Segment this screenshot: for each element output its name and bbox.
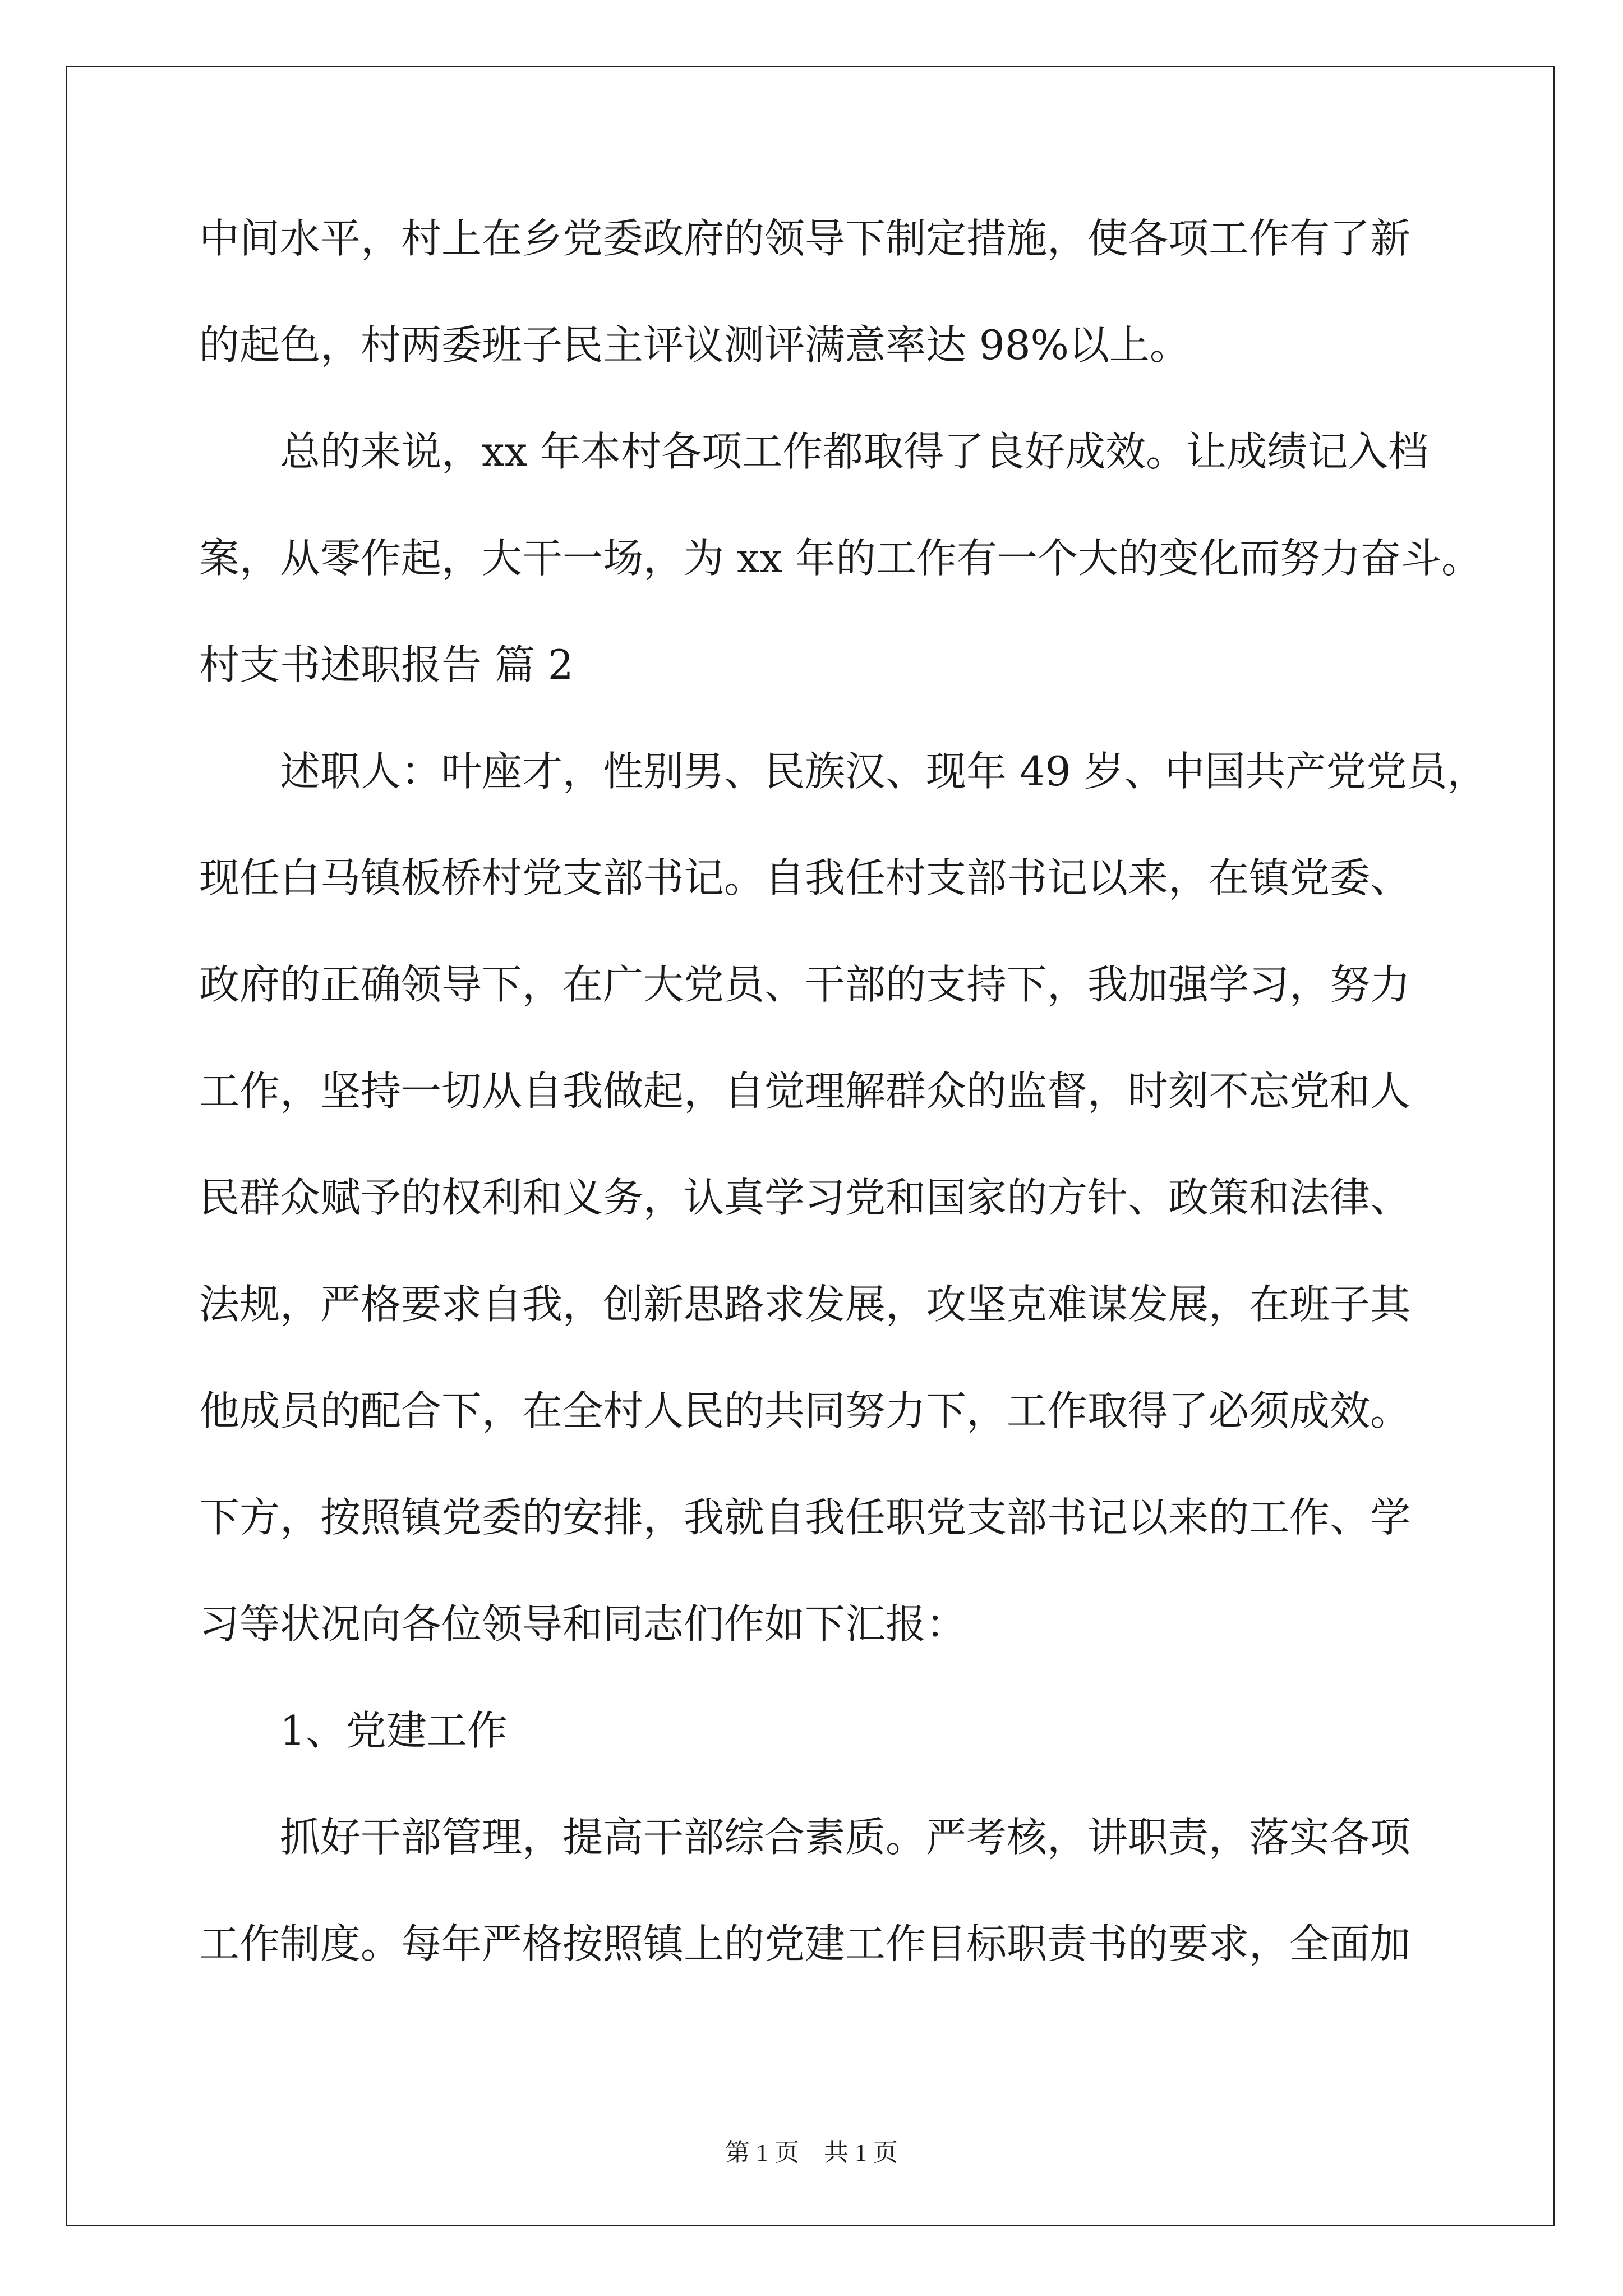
- paragraph-line: 的起色，村两委班子民主评议测评满意率达 98%以上。: [199, 321, 1190, 369]
- paragraph-line: 法规，严格要求自我，创新思路求发展，攻坚克难谋发展，在班子其: [199, 1281, 1411, 1328]
- paragraph-line: 抓好干部管理，提高干部综合素质。严考核，讲职责，落实各项: [280, 1814, 1411, 1861]
- paragraph-line: 述职人：叶座才，性别男、民族汉、现年 49 岁、中国共产党党员，: [280, 748, 1488, 795]
- page-border: [66, 66, 1555, 2226]
- paragraph-line: 习等状况向各位领导和同志们作如下汇报：: [199, 1600, 967, 1648]
- paragraph-line: 工作，坚持一切从自我做起，自觉理解群众的监督，时刻不忘党和人: [199, 1068, 1411, 1115]
- paragraph-line: 工作制度。每年严格按照镇上的党建工作目标职责书的要求，全面加: [199, 1920, 1411, 1967]
- paragraph-line: 现任白马镇板桥村党支部书记。自我任村支部书记以来，在镇党委、: [199, 854, 1411, 901]
- page-number: 第 1 页 共 1 页: [725, 2139, 898, 2166]
- paragraph-line: 下方，按照镇党委的安排，我就自我任职党支部书记以来的工作、学: [199, 1494, 1411, 1541]
- paragraph-line: 民群众赋予的权利和义务，认真学习党和国家的方针、政策和法律、: [199, 1174, 1411, 1221]
- subsection-heading: 1、党建工作: [280, 1707, 508, 1754]
- paragraph-line: 中间水平，村上在乡党委政府的领导下制定措施，使各项工作有了新: [199, 215, 1411, 262]
- paragraph-line: 总的来说，xx 年本村各项工作都取得了良好成效。让成绩记入档: [280, 428, 1429, 475]
- section-heading: 村支书述职报告 篇 2: [199, 641, 574, 688]
- paragraph-line: 政府的正确领导下，在广大党员、干部的支持下，我加强学习，努力: [199, 961, 1411, 1008]
- paragraph-line: 他成员的配合下，在全村人民的共同努力下，工作取得了必须成效。: [199, 1387, 1411, 1434]
- paragraph-line: 案，从零作起，大干一场，为 xx 年的工作有一个大的变化而努力奋斗。: [199, 535, 1482, 582]
